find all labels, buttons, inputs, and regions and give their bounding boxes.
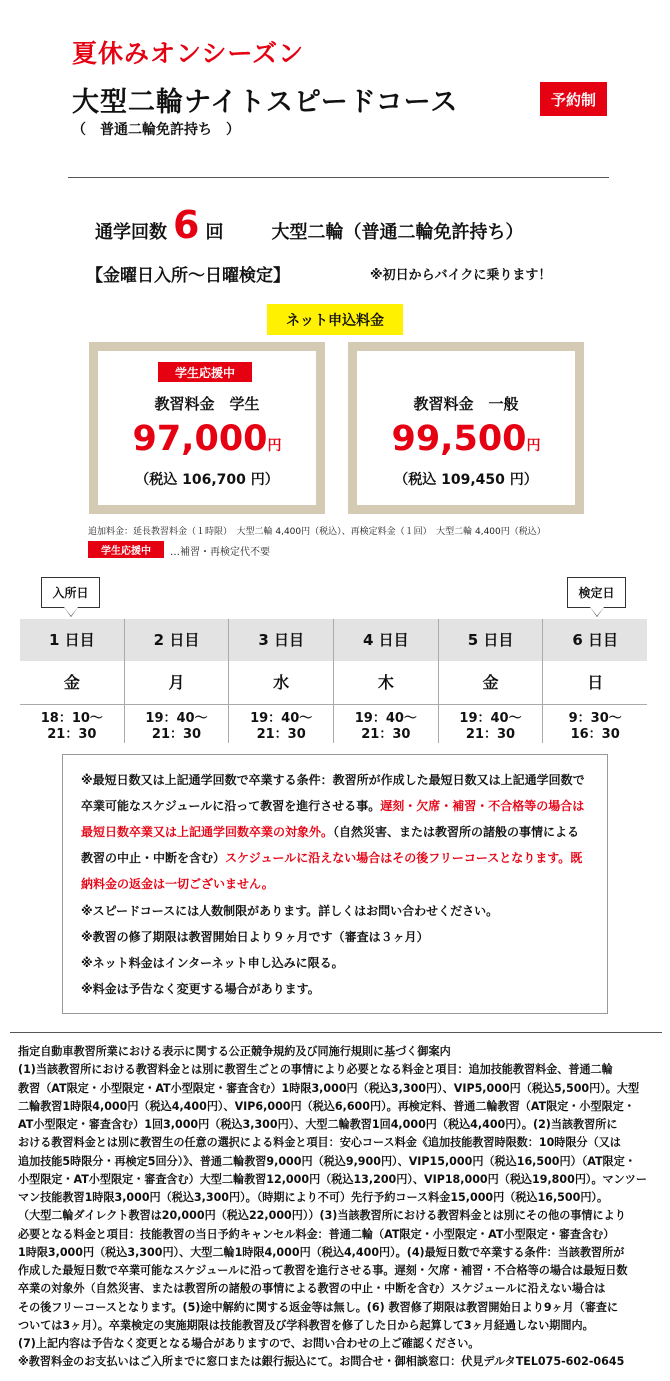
general-price-amount: [357, 419, 575, 459]
student-support-badge-small: 学生応援中: [88, 541, 164, 558]
student-price-box: [89, 342, 325, 514]
time-slot: [439, 705, 544, 743]
legal-line: AT小型限定・審査含む）1回3,000円（税込3,300円）、大型二輪教習1回4,000円（税込4,400円）。(2)当該教習所に: [18, 1118, 618, 1131]
legal-line: 必要となる料金と項目：技能教習の当日予約キャンセル料金：普通二輪（AT限定・小型限定・AT小型限定・審査含む）: [18, 1227, 615, 1241]
visits-suffix: 回: [205, 222, 224, 243]
notice-text: ※最短日数又は上記通学回数で卒業する条件：教習所が作成した最短日数又は上記通学回数で卒業可能なスケジュールに沿って教習を進行させる事。: [81, 773, 585, 813]
visits-summary: [95, 203, 524, 247]
schedule-note: ※初日からバイクに乗ります！: [370, 268, 552, 283]
schedule-title: 【金曜日入所〜日曜検定】: [86, 266, 290, 286]
legal-line: おける教習料金とは別に教習生の任意の選択による料金と項目：安心コース料金《追加技能教習時限数：10時限分（又は: [18, 1136, 621, 1150]
day-label: 6 日目: [543, 619, 647, 661]
legal-line: ※教習料金のお支払いはご入所までに窓口または銀行振込にて。お問合せ・御相談窓口：伏見デルタTEL075-602-0645: [18, 1355, 625, 1369]
general-price-tax: （税込 109,450 円）: [394, 472, 538, 488]
notice-item: ※スピードコースには人数制限があります。詳しくはお問い合わせください。: [81, 904, 499, 918]
legal-line: 追加技能5時限分・再検定5回分）》、普通二輪教習9,000円（税込9,900円）、VIP15,000円（税込16,500円）（AT限定・: [18, 1154, 636, 1168]
time-end: 21：30: [361, 727, 411, 742]
day-label: 5 日目: [439, 619, 544, 661]
general-price-label: 教習料金 一般: [413, 395, 519, 413]
student-amount: 97,000: [132, 419, 268, 459]
notice-warning: スケジュールに沿えない場合はその後フリーコースとなります。既納料金の返金は一切ございません。: [81, 851, 583, 891]
time-end: 16：30: [570, 727, 620, 742]
time-start: 19：40〜: [145, 711, 208, 726]
legal-line: 教習（AT限定・小型限定・AT小型限定・審査含む）1時限3,000円（税込3,300円）、VIP5,000円（税込5,500円）。大型: [18, 1081, 640, 1095]
legal-line: (7)上記内容は予告なく変更となる場合がありますので、お問い合わせの上ご確認ください。: [18, 1337, 480, 1350]
student-price-amount: [98, 419, 316, 459]
legal-line: ついては3ヶ月）。卒業検定の実施期限は技能教習及び学科教習を修了した日から起算して3ヶ月経過しない期間内。: [18, 1318, 594, 1332]
time-start: 19：40〜: [354, 711, 417, 726]
legal-line: 小型限定・AT小型限定・審査含む）大型二輪教習12,000円（税込13,200円）、VIP18,000円（税込19,800円）。マンツー: [18, 1172, 647, 1186]
time-start: 18：10〜: [40, 711, 103, 726]
time-start: 19：40〜: [459, 711, 522, 726]
legal-line: マン技能教習1時限3,000円（税込3,300円）。（時期により不可）先行予約コース料金15,000円（税込16,500円）。: [18, 1191, 609, 1204]
time-end: 21：30: [256, 727, 306, 742]
weekday: 金: [439, 661, 544, 705]
legal-line: (1)当該教習所における教習料金とは別に教習生ごとの事情により必要となる料金と項目：追加技能教習料金、普通二輪: [18, 1063, 613, 1077]
day-label: 1 日目: [20, 619, 125, 661]
divider: [68, 177, 609, 178]
weekday: 月: [125, 661, 230, 705]
net-price-label: ネット申込料金: [267, 304, 403, 335]
notice-conditions: [81, 767, 591, 897]
visits-count: 6: [173, 203, 200, 247]
time-slot: [334, 705, 439, 743]
season-title: 夏休みオンシーズン: [72, 39, 305, 68]
time-end: 21：30: [47, 727, 97, 742]
license-requirement: （ 普通二輪免許持ち ）: [72, 122, 240, 138]
day-label: 4 日目: [334, 619, 439, 661]
notice-item: ※ネット料金はインターネット申し込みに限る。: [81, 956, 344, 970]
notice-text: （自然災害、または教習所の諸般の事情による教習の中止・中断を含む）: [81, 825, 580, 865]
notice-item: ※教習の修了期限は教習開始日より９ヶ月です（審査は３ヶ月）: [81, 930, 429, 944]
start-day-callout: 入所日: [41, 577, 100, 608]
notice-item: ※料金は予告なく変更する場合があります。: [81, 982, 320, 996]
day-label: 3 日目: [229, 619, 334, 661]
student-yen: 円: [267, 438, 282, 454]
general-amount: 99,500: [391, 419, 527, 459]
student-price-tax: （税込 106,700 円）: [135, 472, 279, 488]
legal-line: その後フリーコースとなります。(5)途中解約に関する返金等は無し。(6) 教習修了期限は教習開始日より9ヶ月（審査に: [18, 1300, 619, 1314]
legal-line: 二輪教習1時限4,000円（税込4,400円）、VIP6,000円（税込6,600円）。再検定料、普通二輪教習（AT限定・小型限定・: [18, 1099, 635, 1113]
callout-pointer-fill: [64, 607, 78, 616]
legal-line: 指定自動車教習所業における表示に関する公正競争規約及び同施行規則に基づく御案内: [18, 1045, 451, 1058]
student-price-label: 教習料金 学生: [154, 395, 260, 413]
weekday-row: [20, 661, 647, 705]
legal-notice: [18, 1043, 660, 1372]
time-start: 9：30〜: [568, 711, 622, 726]
legal-line: 卒業の対象外（自然災害、または教習所の諸般の事情による教習の中止・中断を含む）スケジュールに沿えない場合は: [18, 1282, 606, 1296]
divider: [10, 1032, 662, 1033]
time-slot: [125, 705, 230, 743]
general-yen: 円: [526, 438, 541, 454]
weekday: 金: [20, 661, 125, 705]
student-support-badge: 学生応援中: [158, 362, 252, 382]
reservation-badge: 予約制: [540, 82, 607, 116]
time-slot: [229, 705, 334, 743]
callout-pointer-fill: [590, 607, 604, 616]
notice-box: [62, 754, 608, 1014]
time-end: 21：30: [465, 727, 516, 742]
weekday: 木: [334, 661, 439, 705]
day-header-row: [20, 619, 647, 661]
time-slot: [20, 705, 125, 743]
legal-line: （大型二輪ダイレクト教習は20,000円（税込22,000円））(3)当該教習所における教習料金とは別にその他の事情により: [18, 1209, 626, 1223]
legal-line: 1時限3,000円（税込3,300円）、大型二輪1時限4,000円（税込4,400円）。(4)最短日数で卒業する条件：当該教習所が: [18, 1245, 625, 1259]
extra-fees: 追加料金：延長教習料金（１時限） 大型二輪 4,400円（税込）、再検定料金（１回） 大型二輪 4,400円（税込）: [88, 527, 546, 537]
time-end: 21：30: [151, 727, 202, 742]
time-row: [20, 705, 647, 743]
vehicle-type: 大型二輪（普通二輪免許持ち）: [271, 222, 524, 243]
notice-warning: 遅刻・欠席・補習・不合格等の場合は最短日数卒業又は上記通学回数卒業の対象外。: [81, 799, 585, 839]
legal-line: 作成した最短日数で卒業可能なスケジュールに沿って教習を進行させる事。遅刻・欠席・補習・不合格等の場合は最短日数: [18, 1264, 628, 1277]
day-label: 2 日目: [125, 619, 230, 661]
student-support-note: …補習・再検定代不要: [170, 547, 270, 558]
weekday: 日: [543, 661, 647, 705]
course-title: 大型二輪ナイトスピードコース: [72, 87, 459, 118]
exam-day-callout: 検定日: [567, 577, 626, 608]
weekday: 水: [229, 661, 334, 705]
general-price-box: [348, 342, 584, 514]
time-start: 19：40〜: [250, 711, 313, 726]
schedule-table: [20, 619, 647, 743]
visits-prefix: 通学回数: [95, 222, 167, 243]
time-slot: [543, 705, 647, 743]
